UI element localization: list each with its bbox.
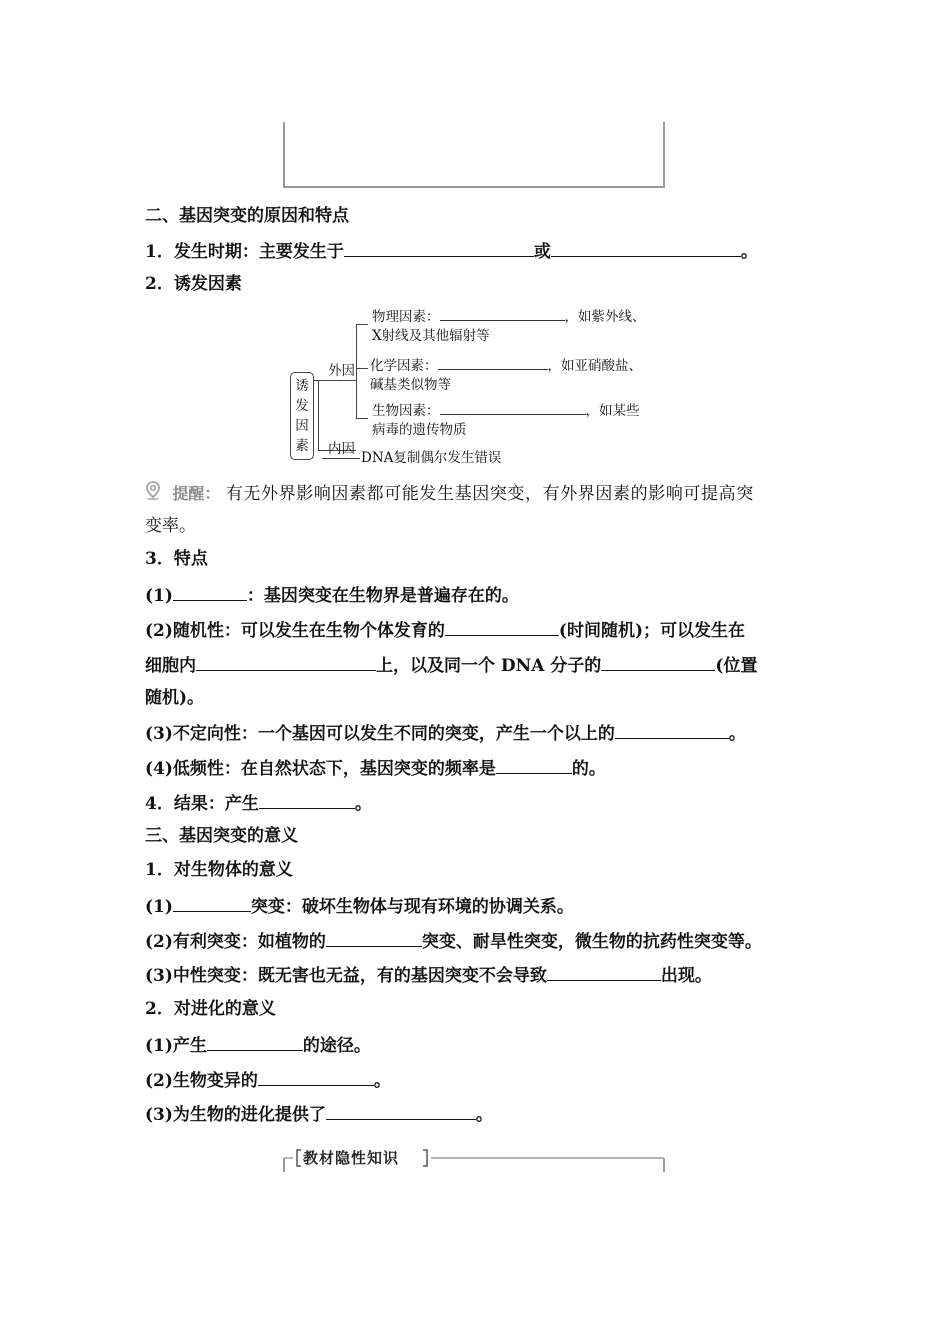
blank-chemical[interactable] <box>438 356 548 370</box>
external-label: 外因 <box>328 363 355 379</box>
feature-text: ：基因突变在生物界是普遍存在的。 <box>246 586 519 606</box>
internal-cause-text: DNA复制偶尔发生错误 <box>361 450 502 466</box>
feature-text: 的。 <box>571 759 606 779</box>
or-text: 或 <box>533 242 551 262</box>
harmful-mutation-line <box>145 893 574 919</box>
blank-biological[interactable] <box>440 401 586 415</box>
beneficial-mutation-line <box>145 928 762 954</box>
item-text: (2)生物变异的 <box>145 1071 258 1091</box>
blank-random-location[interactable] <box>196 652 376 671</box>
occurrence-period-line <box>145 238 758 264</box>
item-text: 出现。 <box>660 966 712 986</box>
item-text: 突变：破坏生物体与现有环境的协调关系。 <box>250 897 574 917</box>
blank-universality[interactable] <box>173 582 247 601</box>
feature-universality <box>145 582 519 608</box>
feature-num: (1) <box>145 586 173 606</box>
neutral-mutation-line <box>145 962 712 988</box>
feature-text: 细胞内 <box>145 656 196 676</box>
feature-randomness-2 <box>145 652 757 678</box>
blank-variation-source[interactable] <box>258 1067 374 1086</box>
section-heading-text: 二、基因突变的原因和特点 <box>145 206 349 226</box>
item-text: 。 <box>475 1105 493 1125</box>
blank-random-position[interactable] <box>601 652 715 671</box>
feature-text: (4)低频性：在自然状态下，基因突变的频率是 <box>145 759 496 779</box>
section-heading-causes <box>145 204 349 228</box>
inducing-factors-diagram <box>290 300 690 470</box>
inducing-factors-text: 2．诱发因素 <box>145 274 242 294</box>
root-char: 因 <box>295 418 309 434</box>
blank-alleles[interactable] <box>615 720 729 739</box>
hidden-knowledge-box <box>283 1148 665 1172</box>
result-text: 。 <box>354 794 372 814</box>
physical-suffix: ，如紫外线、 <box>564 309 646 325</box>
blank-neutral[interactable] <box>547 962 661 981</box>
period-end: 。 <box>740 242 758 262</box>
item-text: 的途径。 <box>302 1036 371 1056</box>
features-heading: 3．特点 <box>145 549 208 569</box>
root-char: 发 <box>295 398 309 414</box>
location-pin-icon <box>145 481 161 508</box>
feature-text: 。 <box>728 724 746 744</box>
root-char: 诱 <box>295 378 309 394</box>
inducing-factors-heading <box>145 272 242 296</box>
item-text: (3)中性突变：既无害也无益，有的基因突变不会导致 <box>145 966 547 986</box>
feature-randomness-1 <box>145 617 745 643</box>
blank-beneficial[interactable] <box>326 928 422 947</box>
blank-result[interactable] <box>259 790 355 809</box>
result-text: 4．结果：产生 <box>145 794 259 814</box>
internal-label: 内因 <box>328 441 355 457</box>
biological-examples: 病毒的遗传物质 <box>372 422 467 438</box>
feature-randomness-3: 随机)。 <box>145 688 205 708</box>
previous-section-frame <box>283 122 665 188</box>
evolution-item-2 <box>145 1067 391 1093</box>
feature-text: (位置 <box>715 656 758 676</box>
blank-physical[interactable] <box>440 307 565 321</box>
item-num: (1) <box>145 897 173 917</box>
item-text: (1)产生 <box>145 1036 207 1056</box>
blank-frequency[interactable] <box>496 755 572 774</box>
tip-text-1: 有无外界影响因素都可能发生基因突变，有外界因素的影响可提高突 <box>225 484 754 504</box>
connector <box>318 380 356 381</box>
biological-factor-line <box>372 401 640 420</box>
blank-harmful[interactable] <box>173 893 251 912</box>
item-text: (2)有利突变：如植物的 <box>145 932 326 952</box>
chemical-examples: 碱基类似物等 <box>370 377 451 393</box>
blank-random-time[interactable] <box>445 617 559 636</box>
connector <box>356 368 368 369</box>
root-box-inducing-factors <box>290 372 314 460</box>
biological-prefix: 生物因素： <box>372 403 440 419</box>
chemical-suffix: ，如亚硝酸盐、 <box>547 358 642 374</box>
feature-text: (2)随机性：可以发生在生物个体发育的 <box>145 621 445 641</box>
connector <box>356 324 368 325</box>
feature-text: (3)不定向性：一个基因可以发生不同的突变，产生一个以上的 <box>145 724 615 744</box>
blank-period-2[interactable] <box>551 238 741 257</box>
evolution-item-3 <box>145 1101 493 1127</box>
occurrence-prefix: 1．发生时期：主要发生于 <box>145 242 344 262</box>
feature-text: (时间随机)；可以发生在 <box>558 621 746 641</box>
item-text: 突变、耐旱性突变，微生物的抗药性突变等。 <box>421 932 762 952</box>
tip-text-2: 变率。 <box>145 516 196 536</box>
evolution-significance-heading: 2．对进化的意义 <box>145 999 276 1019</box>
blank-new-genes[interactable] <box>207 1032 303 1051</box>
evolution-item-1 <box>145 1032 371 1058</box>
tip-line-1 <box>145 481 754 508</box>
feature-low-frequency <box>145 755 606 781</box>
tip-label: 提醒： <box>172 484 221 503</box>
blank-raw-material[interactable] <box>326 1101 476 1120</box>
item-text: (3)为生物的进化提供了 <box>145 1105 326 1125</box>
physical-factor-line <box>372 307 646 326</box>
result-line <box>145 790 372 816</box>
organism-significance-heading: 1．对生物体的意义 <box>145 860 293 880</box>
box-title: 教材隐性知识 <box>303 1149 400 1167</box>
item-text: 。 <box>373 1071 391 1091</box>
connector <box>356 324 357 419</box>
connector <box>356 418 368 419</box>
chemical-prefix: 化学因素： <box>370 358 438 374</box>
blank-period-1[interactable] <box>344 238 534 257</box>
connector <box>318 380 319 450</box>
feature-non-directional <box>145 720 746 746</box>
root-char: 素 <box>295 438 309 454</box>
physical-examples: X射线及其他辐射等 <box>372 328 490 344</box>
chemical-factor-line <box>370 356 642 375</box>
feature-text: 上，以及同一个 DNA 分子的 <box>376 656 602 676</box>
biological-suffix: ，如某些 <box>585 403 640 419</box>
physical-prefix: 物理因素： <box>372 309 440 325</box>
section-heading-significance: 三、基因突变的意义 <box>145 826 298 846</box>
connector <box>322 458 360 459</box>
